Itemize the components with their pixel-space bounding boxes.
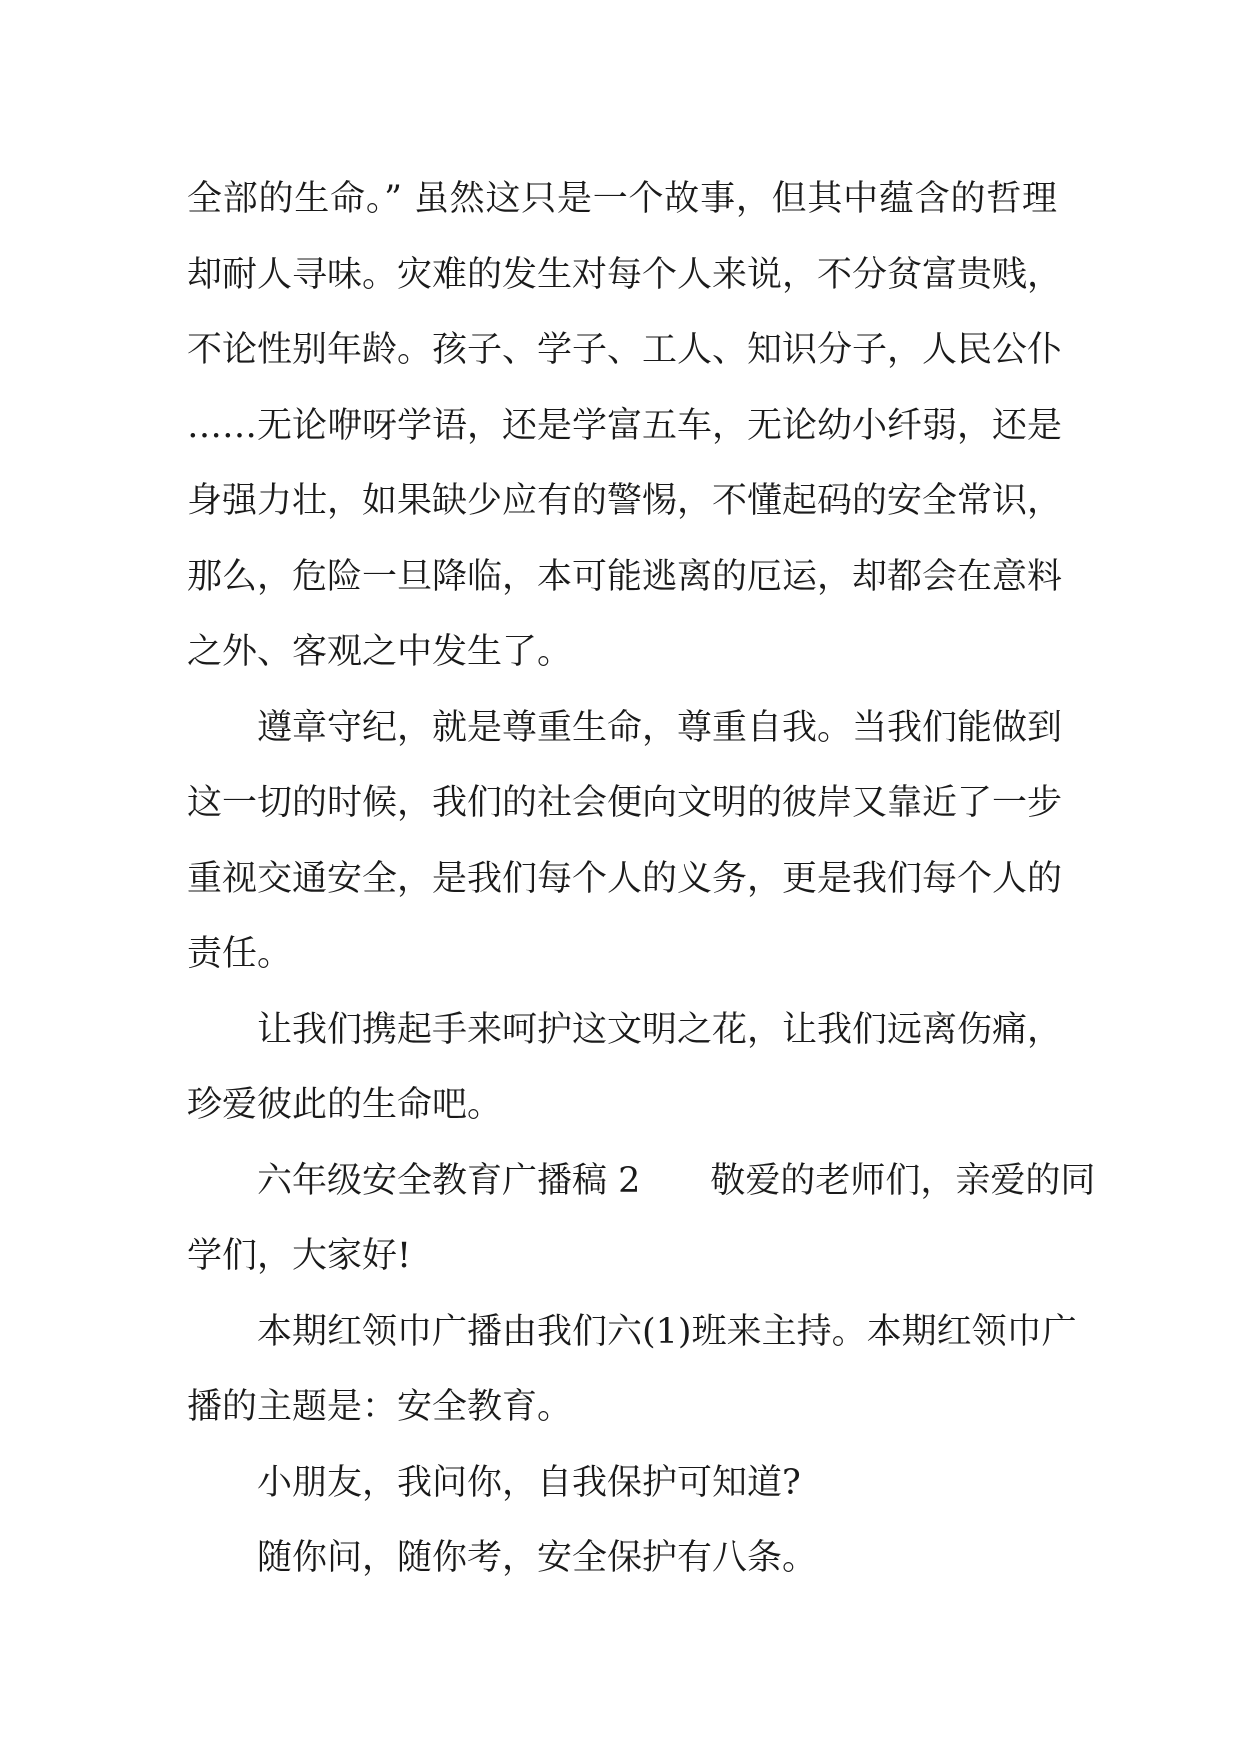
- paragraph-6-line-1: 小朋友，我问你，自我保护可知道?: [257, 1462, 801, 1503]
- paragraph-5-line-2: 播的主题是：安全教育。: [187, 1387, 573, 1427]
- paragraph-1-line-1: 全部的生命。” 虽然这只是一个故事，但其中蕴含的哲理: [187, 179, 1057, 219]
- section-heading: 六年级安全教育广播稿 2: [257, 1160, 641, 1201]
- paragraph-1-line-3: 不论性别年龄。孩子、学子、工人、知识分子，人民公仆: [187, 330, 1063, 370]
- paragraph-2-line-2: 这一切的时候，我们的社会便向文明的彼岸又靠近了一步: [187, 783, 1063, 823]
- paragraph-3-line-1: 让我们携起手来呵护这文明之花，让我们远离伤痛，: [257, 1009, 1063, 1050]
- paragraph-1-line-4: ……无论咿呀学语，还是学富五车，无论幼小纤弱，还是: [187, 405, 1063, 446]
- paragraph-4-line-2: 学们，大家好!: [187, 1236, 412, 1276]
- document-body: [187, 162, 1096, 1597]
- greeting-start: 敬爱的老师们，亲爱的同: [710, 1160, 1096, 1201]
- paragraph-1-line-2: 却耐人寻味。灾难的发生对每个人来说，不分贫富贵贱，: [187, 254, 1063, 295]
- paragraph-2-line-1: 遵章守纪，就是尊重生命，尊重自我。当我们能做到: [257, 707, 1063, 748]
- paragraph-5-line-1: 本期红领巾广播由我们六(1)班来主持。本期红领巾广: [257, 1311, 1077, 1352]
- paragraph-4-line-1: [187, 1144, 1096, 1220]
- paragraph-1-line-7: 之外、客观之中发生了。: [187, 632, 573, 672]
- paragraph-2-line-3: 重视交通安全，是我们每个人的义务，更是我们每个人的: [187, 858, 1063, 899]
- paragraph-1-line-6: 那么，危险一旦降临，本可能逃离的厄运，却都会在意料: [187, 556, 1063, 597]
- paragraph-3-line-2: 珍爱彼此的生命吧。: [187, 1085, 503, 1125]
- paragraph-2-line-4: 责任。: [187, 934, 293, 974]
- paragraph-7-line-1: 随你问，随你考，安全保护有八条。: [257, 1538, 818, 1578]
- paragraph-1-line-5: 身强力壮，如果缺少应有的警惕，不懂起码的安全常识，: [187, 481, 1063, 521]
